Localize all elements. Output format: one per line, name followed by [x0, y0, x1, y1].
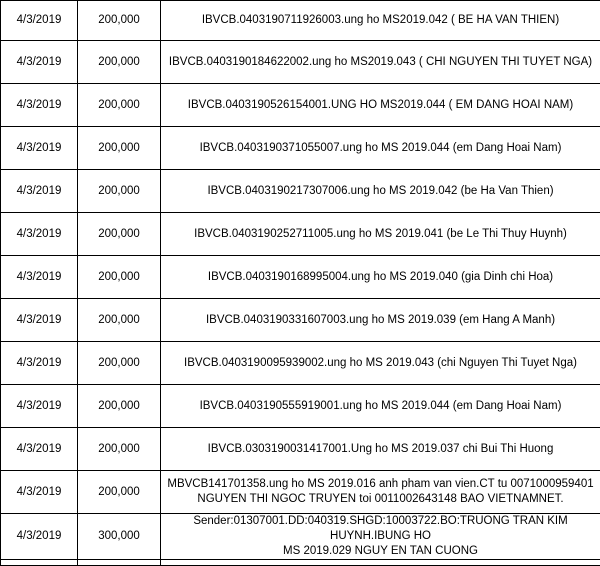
amount-cell: 200,000: [78, 342, 161, 385]
description-cell: [161, 514, 600, 560]
date-cell: 4/3/2019: [1, 213, 78, 256]
table-row: [1, 514, 600, 560]
date-cell: 4/3/2019: [1, 170, 78, 213]
description-cell: [161, 560, 600, 566]
description-cell: IBVCB.0403190526154001.UNG HO MS2019.044 ( EM DANG HOAI NAM): [161, 84, 600, 127]
description-cell: IBVCB.0403190184622002.ung ho MS2019.043 ( CHI NGUYEN THI TUYET NGA): [161, 41, 600, 84]
date-cell: 4/3/2019: [1, 471, 78, 514]
date-cell: 4/3/2019: [1, 256, 78, 299]
description-cell: IBVCB.0403190095939002.ung ho MS 2019.043 (chi Nguyen Thi Tuyet Nga): [161, 342, 600, 385]
table-row: [1, 560, 600, 566]
table-row: [1, 84, 600, 127]
amount-cell: 200,000: [78, 428, 161, 471]
amount-cell: 300,000: [78, 514, 161, 560]
table-row: [1, 213, 600, 256]
table-row: [1, 428, 600, 471]
amount-cell: 200,000: [78, 213, 161, 256]
description-cell: IBVCB.0303190031417001.Ung ho MS 2019.037 chi Bui Thi Huong: [161, 428, 600, 471]
table-row: [1, 342, 600, 385]
date-cell: 4/3/2019: [1, 41, 78, 84]
description-cell: IBVCB.0403190252711005.ung ho MS 2019.041 (be Le Thi Thuy Huynh): [161, 213, 600, 256]
date-cell: 4/3/2019: [1, 84, 78, 127]
amount-cell: 200,000: [78, 385, 161, 428]
table-row: [1, 299, 600, 342]
table-row: [1, 471, 600, 514]
description-cell: IBVCB.0403190371055007.ung ho MS 2019.044 (em Dang Hoai Nam): [161, 127, 600, 170]
amount-cell: 200,000: [78, 471, 161, 514]
description-cell: IBVCB.0403190331607003.ung ho MS 2019.039 (em Hang A Manh): [161, 299, 600, 342]
table-row: [1, 1, 600, 41]
description-line: MBVCB141701358.ung ho MS 2019.016 anh pham van vien.CT tu 0071000959401: [163, 477, 598, 492]
table-row: [1, 385, 600, 428]
date-cell: 4/3/2019: [1, 299, 78, 342]
description-line: MS 2019.029 NGUY EN TAN CUONG: [163, 544, 598, 559]
table-row: [1, 127, 600, 170]
table-row: [1, 170, 600, 213]
description-cell: IBVCB.0403190217307006.ung ho MS 2019.042 (be Ha Van Thien): [161, 170, 600, 213]
description-cell: IBVCB.0403190555919001.ung ho MS 2019.044 (em Dang Hoai Nam): [161, 385, 600, 428]
amount-cell: 200,000: [78, 170, 161, 213]
description-line: Sender:01307001.DD:040319.SHGD:10003722.BO:TRUONG TRAN KIM HUYNH.IBUNG HO: [163, 514, 598, 544]
amount-cell: 200,000: [78, 84, 161, 127]
date-cell: 4/3/2019: [1, 385, 78, 428]
date-cell: 4/3/2019: [1, 1, 78, 41]
amount-cell: 200,000: [78, 256, 161, 299]
amount-cell: 200,000: [78, 299, 161, 342]
date-cell: 4/3/2019: [1, 342, 78, 385]
table-row: [1, 256, 600, 299]
description-cell: IBVCB.0403190168995004.ung ho MS 2019.040 (gia Dinh chi Hoa): [161, 256, 600, 299]
date-cell: 4/3/2019: [1, 514, 78, 560]
description-cell: [161, 471, 600, 514]
table-row: [1, 41, 600, 84]
date-cell: 4/3/2019: [1, 428, 78, 471]
amount-cell: 200,000: [78, 41, 161, 84]
amount-cell: [78, 560, 161, 566]
date-cell: 4/3/2019: [1, 127, 78, 170]
description-line: NGUYEN THI NGOC TRUYEN toi 0011002643148 BAO VIETNAMNET.: [163, 492, 598, 507]
amount-cell: 200,000: [78, 127, 161, 170]
amount-cell: 200,000: [78, 1, 161, 41]
description-cell: IBVCB.0403190711926003.ung ho MS2019.042 ( BE HA VAN THIEN): [161, 1, 600, 41]
date-cell: [1, 560, 78, 566]
